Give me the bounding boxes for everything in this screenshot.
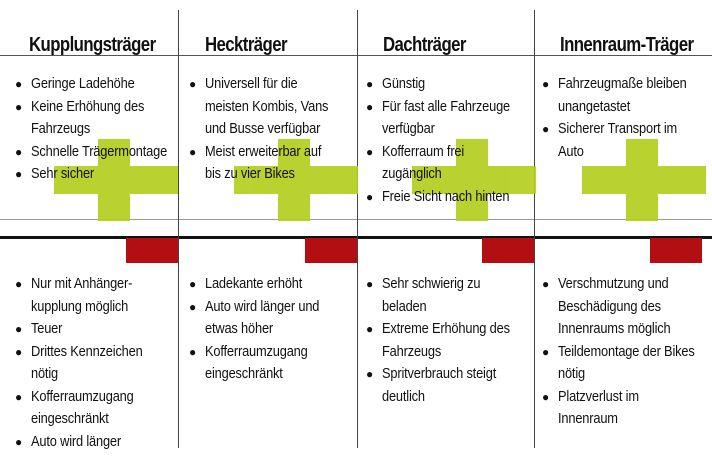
column-title: Heckträger: [205, 34, 287, 56]
pros-list: [190, 73, 340, 186]
pro-item: ● Universell für die meisten Kombis, Vans und Busse verfügbar: [190, 73, 340, 141]
pro-item: ● Kofferraum frei zugänglich: [367, 141, 527, 186]
pro-item: ● Schnelle Trägermontage: [16, 141, 174, 164]
pro-item: ● Fahrzeugmaße bleiben unangetastet: [543, 73, 693, 118]
con-item: ● Platzverlust im Innenraum: [543, 386, 703, 431]
column-divider: [357, 10, 358, 448]
column-title: Kupplungsträger: [29, 34, 156, 56]
pro-item: ● Sehr sicher: [16, 163, 174, 186]
minus-icon: [126, 238, 178, 263]
cons-list: [16, 273, 156, 453]
pros-list: [367, 73, 527, 208]
con-item: ● Kofferraumzugang eingeschränkt: [16, 386, 156, 431]
con-item: ● Ladekante erhöht: [190, 273, 340, 296]
minus-icon: [482, 238, 534, 263]
pro-item: ● Für fast alle Fahrzeuge verfügbar: [367, 96, 527, 141]
column-title: Innenraum-Träger: [560, 34, 694, 56]
con-item: ● Auto wird länger: [16, 431, 156, 454]
column-title: Dachträger: [383, 34, 466, 56]
con-item: ● Teuer: [16, 318, 156, 341]
pros-list: [543, 73, 693, 163]
con-item: ● Verschmutzung und Beschädigung des Innenraums möglich: [543, 273, 703, 341]
pro-item: ● Freie Sicht nach hinten: [367, 186, 527, 209]
con-item: ● Extreme Erhöhung des Fahrzeugs: [367, 318, 517, 363]
con-item: ● Kofferraumzugang eingeschränkt: [190, 341, 340, 386]
pro-item: ● Meist erweiterbar auf bis zu vier Bikes: [190, 141, 340, 186]
pro-item: ● Günstig: [367, 73, 527, 96]
con-item: ● Auto wird länger und etwas höher: [190, 296, 340, 341]
con-item: ● Spritverbrauch steigt deutlich: [367, 363, 517, 408]
minus-icon: [650, 238, 702, 263]
pro-item: ● Sicherer Transport im Auto: [543, 118, 693, 163]
pros-list: [16, 73, 174, 186]
minus-icon: [305, 238, 357, 263]
con-item: ● Sehr schwierig zu beladen: [367, 273, 517, 318]
con-item: ● Drittes Kennzeichen nötig: [16, 341, 156, 386]
pro-item: ● Geringe Ladehöhe: [16, 73, 174, 96]
con-item: ● Nur mit Anhänger-kupplung möglich: [16, 273, 156, 318]
cons-list: [190, 273, 340, 386]
pro-item: ● Keine Erhöhung des Fahrzeugs: [16, 96, 174, 141]
cons-list: [543, 273, 703, 431]
con-item: ● Teildemontage der Bikes nötig: [543, 341, 703, 386]
cons-list: [367, 273, 517, 408]
